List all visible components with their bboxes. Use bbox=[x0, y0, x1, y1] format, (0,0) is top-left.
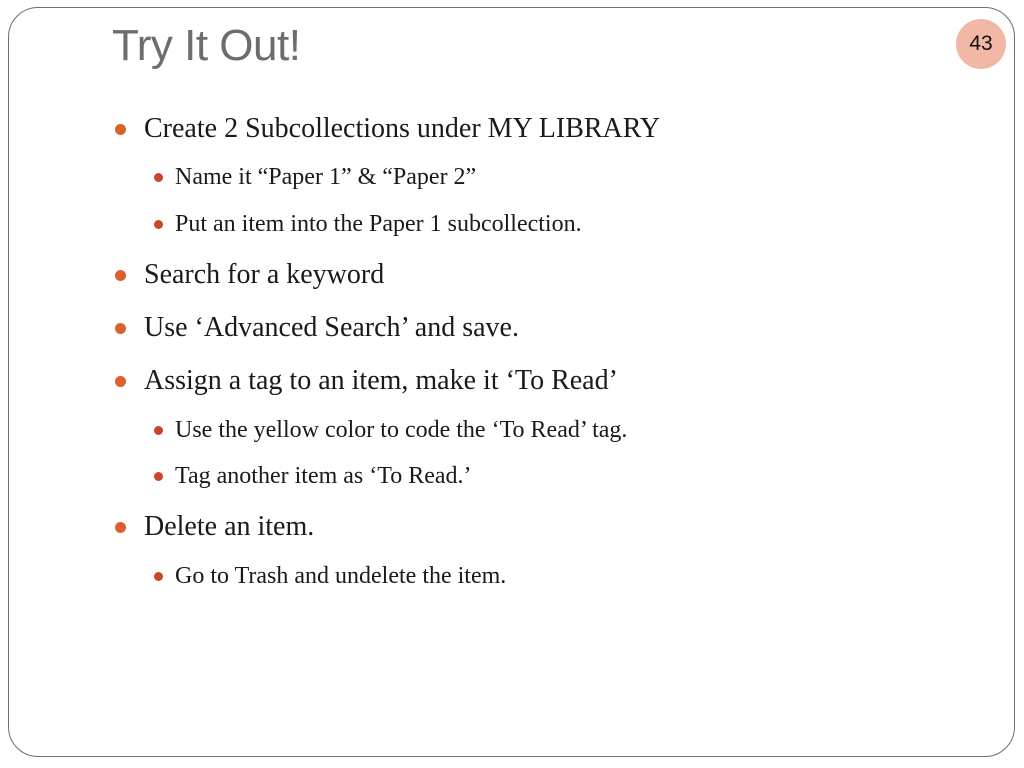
bullet-icon bbox=[154, 173, 163, 182]
bullet-text: Use the yellow color to code the ‘To Read’ tag. bbox=[175, 417, 628, 443]
bullet-icon bbox=[115, 323, 126, 334]
bullet-text: Create 2 Subcollections under MY LIBRARY bbox=[144, 113, 661, 144]
bullet-text: Delete an item. bbox=[144, 511, 315, 542]
bullet-text: Assign a tag to an item, make it ‘To Read’ bbox=[144, 365, 618, 396]
slide-title: Try It Out! bbox=[112, 21, 301, 70]
bullet-icon bbox=[115, 522, 126, 533]
bullet-icon bbox=[115, 376, 126, 387]
bullet-text: Put an item into the Paper 1 subcollection. bbox=[175, 211, 582, 237]
bullet-text: Name it “Paper 1” & “Paper 2” bbox=[175, 164, 477, 190]
bullet-icon bbox=[115, 270, 126, 281]
bullet-item-level1 bbox=[144, 258, 384, 292]
bullet-item-level1 bbox=[144, 510, 314, 544]
bullet-icon bbox=[154, 472, 163, 481]
bullet-icon bbox=[115, 124, 126, 135]
bullet-item-level1 bbox=[144, 364, 618, 398]
bullet-icon bbox=[154, 572, 163, 581]
bullet-text: Tag another item as ‘To Read.’ bbox=[175, 463, 472, 489]
page-number-badge: 43 bbox=[956, 19, 1006, 69]
bullet-item-level2 bbox=[175, 209, 582, 239]
bullet-item-level2 bbox=[175, 162, 476, 192]
bullet-item-level2 bbox=[175, 561, 506, 591]
bullet-icon bbox=[154, 220, 163, 229]
bullet-text: Search for a keyword bbox=[144, 259, 385, 290]
bullet-text: Use ‘Advanced Search’ and save. bbox=[144, 312, 519, 343]
bullet-item-level2 bbox=[175, 415, 627, 445]
bullet-text: Go to Trash and undelete the item. bbox=[175, 563, 507, 589]
bullet-item-level1 bbox=[144, 112, 660, 146]
bullet-item-level1 bbox=[144, 311, 519, 345]
bullet-item-level2 bbox=[175, 461, 472, 491]
bullet-icon bbox=[154, 426, 163, 435]
